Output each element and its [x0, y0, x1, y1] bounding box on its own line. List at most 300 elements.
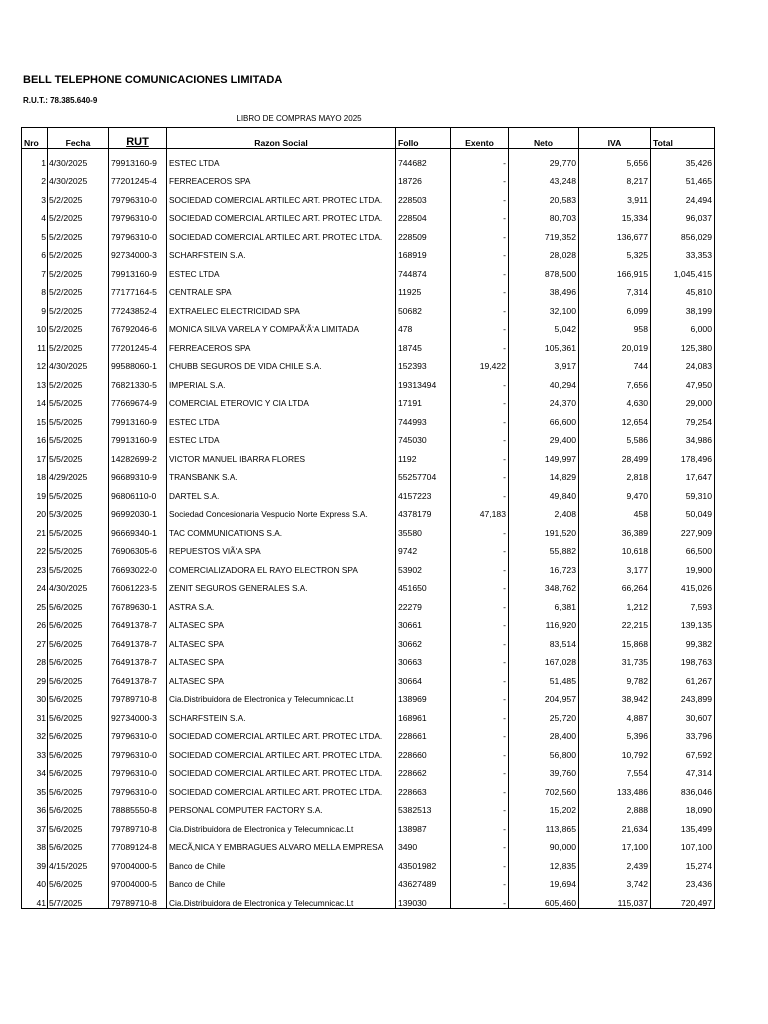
table-header-row: [22, 128, 715, 149]
cell-total: 23,436: [651, 871, 715, 890]
cell-exento: -: [451, 186, 509, 205]
cell-razon-social: FERREACEROS SPA: [167, 334, 396, 353]
cell-rut: 79796310-0: [109, 223, 167, 242]
table-row: [22, 464, 715, 483]
cell-rut: 77201245-4: [109, 168, 167, 187]
cell-rut: 97004000-5: [109, 871, 167, 890]
cell-total: 1,045,415: [651, 260, 715, 279]
cell-exento: -: [451, 741, 509, 760]
cell-razon-social: ESTEC LTDA: [167, 408, 396, 427]
cell-neto: 204,957: [509, 686, 579, 705]
table-row: [22, 686, 715, 705]
cell-rut: 92734000-3: [109, 242, 167, 261]
cell-razon-social: VICTOR MANUEL IBARRA FLORES: [167, 445, 396, 464]
cell-total: 198,763: [651, 649, 715, 668]
cell-razon-social: Banco de Chile: [167, 852, 396, 871]
cell-fecha: 4/30/2025: [48, 575, 109, 594]
cell-folio: 744874: [396, 260, 451, 279]
cell-nro: 20: [22, 501, 48, 520]
cell-fecha: 5/6/2025: [48, 667, 109, 686]
cell-fecha: 5/6/2025: [48, 593, 109, 612]
cell-iva: 3,911: [579, 186, 651, 205]
cell-exento: -: [451, 427, 509, 446]
cell-rut: 79789710-8: [109, 686, 167, 705]
cell-fecha: 5/2/2025: [48, 334, 109, 353]
cell-nro: 17: [22, 445, 48, 464]
cell-neto: 167,028: [509, 649, 579, 668]
cell-total: 178,496: [651, 445, 715, 464]
cell-exento: -: [451, 260, 509, 279]
cell-nro: 24: [22, 575, 48, 594]
cell-exento: -: [451, 649, 509, 668]
cell-neto: 2,408: [509, 501, 579, 520]
cell-total: 856,029: [651, 223, 715, 242]
cell-rut: 99588060-1: [109, 353, 167, 372]
table-row: [22, 427, 715, 446]
cell-rut: 96689310-9: [109, 464, 167, 483]
cell-fecha: 5/3/2025: [48, 501, 109, 520]
cell-total: 33,353: [651, 242, 715, 261]
cell-total: 33,796: [651, 723, 715, 742]
table-row: [22, 186, 715, 205]
cell-fecha: 5/5/2025: [48, 556, 109, 575]
cell-rut: 76821330-5: [109, 371, 167, 390]
cell-total: 61,267: [651, 667, 715, 686]
table-body: [22, 149, 715, 909]
cell-rut: 97004000-5: [109, 852, 167, 871]
cell-exento: -: [451, 593, 509, 612]
cell-iva: 8,217: [579, 168, 651, 187]
cell-nro: 26: [22, 612, 48, 631]
cell-iva: 12,654: [579, 408, 651, 427]
cell-nro: 5: [22, 223, 48, 242]
book-title: LIBRO DE COMPRAS MAYO 2025: [236, 114, 362, 123]
cell-razon-social: ESTEC LTDA: [167, 149, 396, 168]
cell-exento: -: [451, 168, 509, 187]
cell-exento: -: [451, 464, 509, 483]
cell-iva: 1,212: [579, 593, 651, 612]
cell-nro: 28: [22, 649, 48, 668]
cell-total: 96,037: [651, 205, 715, 224]
cell-iva: 10,792: [579, 741, 651, 760]
cell-exento: -: [451, 612, 509, 631]
table-row: [22, 612, 715, 631]
table-row: [22, 445, 715, 464]
cell-razon-social: Sociedad Concesionaria Vespucio Norte Express S.A.: [167, 501, 396, 520]
cell-nro: 23: [22, 556, 48, 575]
cell-iva: 744: [579, 353, 651, 372]
cell-neto: 29,400: [509, 427, 579, 446]
cell-folio: 3490: [396, 834, 451, 853]
cell-total: 135,499: [651, 815, 715, 834]
cell-neto: 80,703: [509, 205, 579, 224]
cell-neto: 19,694: [509, 871, 579, 890]
cell-fecha: 5/2/2025: [48, 260, 109, 279]
table-row: [22, 316, 715, 335]
cell-rut: 14282699-2: [109, 445, 167, 464]
table-row: [22, 334, 715, 353]
cell-total: 15,274: [651, 852, 715, 871]
cell-neto: 14,829: [509, 464, 579, 483]
cell-nro: 6: [22, 242, 48, 261]
cell-fecha: 5/6/2025: [48, 630, 109, 649]
cell-fecha: 4/29/2025: [48, 464, 109, 483]
cell-fecha: 5/6/2025: [48, 778, 109, 797]
table-row: [22, 242, 715, 261]
cell-exento: -: [451, 334, 509, 353]
cell-folio: 11925: [396, 279, 451, 298]
cell-nro: 39: [22, 852, 48, 871]
column-header-folio: Follo: [396, 128, 451, 149]
cell-razon-social: TAC COMMUNICATIONS S.A.: [167, 519, 396, 538]
cell-iva: 31,735: [579, 649, 651, 668]
column-header-rut: RUT: [109, 128, 167, 149]
cell-fecha: 5/6/2025: [48, 871, 109, 890]
table-row: [22, 741, 715, 760]
cell-rut: 76491378-7: [109, 667, 167, 686]
cell-folio: 30664: [396, 667, 451, 686]
cell-razon-social: COMERCIAL ETEROVIC Y CIA LTDA: [167, 390, 396, 409]
cell-rut: 79796310-0: [109, 741, 167, 760]
cell-neto: 105,361: [509, 334, 579, 353]
cell-iva: 21,634: [579, 815, 651, 834]
cell-nro: 27: [22, 630, 48, 649]
cell-fecha: 5/5/2025: [48, 390, 109, 409]
column-header-nro: Nro: [22, 128, 48, 149]
cell-folio: 168961: [396, 704, 451, 723]
cell-neto: 16,723: [509, 556, 579, 575]
cell-fecha: 4/30/2025: [48, 149, 109, 168]
table-row: [22, 297, 715, 316]
cell-fecha: 5/2/2025: [48, 297, 109, 316]
cell-fecha: 5/6/2025: [48, 815, 109, 834]
cell-razon-social: SOCIEDAD COMERCIAL ARTILEC ART. PROTEC LTDA.: [167, 205, 396, 224]
cell-razon-social: ESTEC LTDA: [167, 427, 396, 446]
cell-razon-social: CENTRALE SPA: [167, 279, 396, 298]
cell-exento: -: [451, 871, 509, 890]
table-row: [22, 593, 715, 612]
table-row: [22, 556, 715, 575]
cell-exento: -: [451, 205, 509, 224]
cell-folio: 35580: [396, 519, 451, 538]
cell-neto: 56,800: [509, 741, 579, 760]
cell-rut: 77669674-9: [109, 390, 167, 409]
cell-folio: 744993: [396, 408, 451, 427]
cell-rut: 76792046-6: [109, 316, 167, 335]
cell-iva: 66,264: [579, 575, 651, 594]
cell-rut: 79913160-9: [109, 149, 167, 168]
cell-folio: 30662: [396, 630, 451, 649]
cell-exento: -: [451, 482, 509, 501]
cell-nro: 13: [22, 371, 48, 390]
cell-neto: 149,997: [509, 445, 579, 464]
cell-rut: 77089124-8: [109, 834, 167, 853]
cell-iva: 17,100: [579, 834, 651, 853]
cell-total: 836,046: [651, 778, 715, 797]
cell-folio: 5382513: [396, 797, 451, 816]
cell-total: 19,900: [651, 556, 715, 575]
cell-exento: -: [451, 445, 509, 464]
cell-neto: 12,835: [509, 852, 579, 871]
cell-razon-social: EXTRAELEC ELECTRICIDAD SPA: [167, 297, 396, 316]
cell-neto: 51,485: [509, 667, 579, 686]
column-header-exento: Exento: [451, 128, 509, 149]
cell-total: 17,647: [651, 464, 715, 483]
cell-razon-social: TRANSBANK S.A.: [167, 464, 396, 483]
cell-folio: 30663: [396, 649, 451, 668]
cell-exento: -: [451, 815, 509, 834]
cell-neto: 6,381: [509, 593, 579, 612]
cell-exento: -: [451, 223, 509, 242]
cell-folio: 168919: [396, 242, 451, 261]
cell-iva: 9,470: [579, 482, 651, 501]
cell-folio: 745030: [396, 427, 451, 446]
cell-nro: 30: [22, 686, 48, 705]
cell-total: 66,500: [651, 538, 715, 557]
cell-iva: 4,887: [579, 704, 651, 723]
cell-neto: 40,294: [509, 371, 579, 390]
cell-exento: -: [451, 686, 509, 705]
cell-iva: 5,656: [579, 149, 651, 168]
cell-razon-social: SOCIEDAD COMERCIAL ARTILEC ART. PROTEC LTDA.: [167, 723, 396, 742]
cell-total: 50,049: [651, 501, 715, 520]
cell-neto: 39,760: [509, 760, 579, 779]
table-row: [22, 797, 715, 816]
column-header-fecha: Fecha: [48, 128, 109, 149]
cell-nro: 31: [22, 704, 48, 723]
cell-neto: 24,370: [509, 390, 579, 409]
cell-razon-social: COMERCIALIZADORA EL RAYO ELECTRON SPA: [167, 556, 396, 575]
cell-neto: 116,920: [509, 612, 579, 631]
cell-razon-social: SOCIEDAD COMERCIAL ARTILEC ART. PROTEC LTDA.: [167, 760, 396, 779]
cell-rut: 79789710-8: [109, 815, 167, 834]
cell-rut: 79796310-0: [109, 186, 167, 205]
cell-razon-social: MONICA SILVA VARELA Y COMPAÃ'Ã‘A LIMITADA: [167, 316, 396, 335]
cell-exento: -: [451, 797, 509, 816]
table-row: [22, 371, 715, 390]
table-row: [22, 538, 715, 557]
cell-razon-social: ALTASEC SPA: [167, 667, 396, 686]
cell-rut: 76491378-7: [109, 630, 167, 649]
cell-razon-social: SOCIEDAD COMERCIAL ARTILEC ART. PROTEC LTDA.: [167, 223, 396, 242]
cell-folio: 228660: [396, 741, 451, 760]
cell-iva: 9,782: [579, 667, 651, 686]
cell-neto: 66,600: [509, 408, 579, 427]
cell-iva: 2,818: [579, 464, 651, 483]
cell-fecha: 5/6/2025: [48, 649, 109, 668]
cell-total: 34,986: [651, 427, 715, 446]
cell-exento: -: [451, 575, 509, 594]
cell-fecha: 4/30/2025: [48, 168, 109, 187]
cell-nro: 12: [22, 353, 48, 372]
cell-rut: 79796310-0: [109, 205, 167, 224]
cell-neto: 113,865: [509, 815, 579, 834]
cell-nro: 19: [22, 482, 48, 501]
cell-neto: 90,000: [509, 834, 579, 853]
cell-exento: -: [451, 538, 509, 557]
cell-folio: 19313494: [396, 371, 451, 390]
purchases-ledger-table: [21, 127, 715, 909]
cell-nro: 2: [22, 168, 48, 187]
cell-rut: 96992030-1: [109, 501, 167, 520]
cell-neto: 702,560: [509, 778, 579, 797]
cell-rut: 92734000-3: [109, 704, 167, 723]
cell-total: 29,000: [651, 390, 715, 409]
cell-total: 7,593: [651, 593, 715, 612]
cell-folio: 17191: [396, 390, 451, 409]
cell-razon-social: ALTASEC SPA: [167, 649, 396, 668]
cell-razon-social: SOCIEDAD COMERCIAL ARTILEC ART. PROTEC LTDA.: [167, 778, 396, 797]
cell-razon-social: SCHARFSTEIN S.A.: [167, 242, 396, 261]
cell-nro: 7: [22, 260, 48, 279]
cell-neto: 5,042: [509, 316, 579, 335]
cell-total: 38,199: [651, 297, 715, 316]
cell-folio: 139030: [396, 889, 451, 908]
cell-rut: 76491378-7: [109, 649, 167, 668]
cell-razon-social: Banco de Chile: [167, 871, 396, 890]
table-row: [22, 575, 715, 594]
cell-exento: -: [451, 316, 509, 335]
cell-exento: -: [451, 408, 509, 427]
cell-neto: 3,917: [509, 353, 579, 372]
cell-nro: 8: [22, 279, 48, 298]
cell-razon-social: SOCIEDAD COMERCIAL ARTILEC ART. PROTEC LTDA.: [167, 186, 396, 205]
cell-nro: 35: [22, 778, 48, 797]
cell-exento: -: [451, 778, 509, 797]
cell-fecha: 5/5/2025: [48, 445, 109, 464]
cell-exento: -: [451, 723, 509, 742]
cell-razon-social: CHUBB SEGUROS DE VIDA CHILE S.A.: [167, 353, 396, 372]
cell-folio: 9742: [396, 538, 451, 557]
cell-total: 227,909: [651, 519, 715, 538]
cell-iva: 958: [579, 316, 651, 335]
cell-folio: 43627489: [396, 871, 451, 890]
cell-nro: 9: [22, 297, 48, 316]
cell-total: 47,950: [651, 371, 715, 390]
cell-fecha: 5/5/2025: [48, 519, 109, 538]
company-name: BELL TELEPHONE COMUNICACIONES LIMITADA: [23, 74, 283, 86]
cell-nro: 1: [22, 149, 48, 168]
cell-neto: 28,400: [509, 723, 579, 742]
cell-rut: 79789710-8: [109, 889, 167, 908]
cell-folio: 4378179: [396, 501, 451, 520]
cell-nro: 32: [22, 723, 48, 742]
cell-folio: 228504: [396, 205, 451, 224]
cell-rut: 76906305-6: [109, 538, 167, 557]
cell-total: 45,810: [651, 279, 715, 298]
cell-rut: 76491378-7: [109, 612, 167, 631]
cell-iva: 5,586: [579, 427, 651, 446]
cell-total: 30,607: [651, 704, 715, 723]
table-row: [22, 260, 715, 279]
cell-iva: 15,868: [579, 630, 651, 649]
cell-rut: 76061223-5: [109, 575, 167, 594]
cell-fecha: 4/30/2025: [48, 353, 109, 372]
cell-iva: 458: [579, 501, 651, 520]
cell-iva: 2,888: [579, 797, 651, 816]
cell-razon-social: Cia.Distribuidora de Electronica y Telecumnicac.Lt: [167, 815, 396, 834]
cell-neto: 83,514: [509, 630, 579, 649]
cell-total: 59,310: [651, 482, 715, 501]
table-row: [22, 353, 715, 372]
cell-exento: -: [451, 760, 509, 779]
cell-neto: 43,248: [509, 168, 579, 187]
table-row: [22, 704, 715, 723]
cell-neto: 49,840: [509, 482, 579, 501]
cell-exento: -: [451, 279, 509, 298]
cell-fecha: 5/5/2025: [48, 427, 109, 446]
cell-total: 107,100: [651, 834, 715, 853]
cell-fecha: 5/2/2025: [48, 186, 109, 205]
column-header-iva: IVA: [579, 128, 651, 149]
cell-razon-social: REPUESTOS VIÃ'A SPA: [167, 538, 396, 557]
cell-neto: 25,720: [509, 704, 579, 723]
cell-iva: 3,177: [579, 556, 651, 575]
table-row: [22, 852, 715, 871]
cell-folio: 138969: [396, 686, 451, 705]
cell-folio: 22279: [396, 593, 451, 612]
cell-fecha: 4/15/2025: [48, 852, 109, 871]
cell-exento: -: [451, 297, 509, 316]
cell-fecha: 5/6/2025: [48, 834, 109, 853]
cell-total: 720,497: [651, 889, 715, 908]
table-row: [22, 390, 715, 409]
cell-nro: 3: [22, 186, 48, 205]
cell-rut: 76693022-0: [109, 556, 167, 575]
cell-razon-social: MECÃ‚NICA Y EMBRAGUES ALVARO MELLA EMPRESA: [167, 834, 396, 853]
cell-nro: 4: [22, 205, 48, 224]
cell-folio: 53902: [396, 556, 451, 575]
cell-exento: -: [451, 834, 509, 853]
cell-exento: -: [451, 630, 509, 649]
cell-razon-social: DARTEL S.A.: [167, 482, 396, 501]
table-row: [22, 871, 715, 890]
cell-iva: 4,630: [579, 390, 651, 409]
cell-total: 79,254: [651, 408, 715, 427]
cell-fecha: 5/2/2025: [48, 371, 109, 390]
cell-exento: -: [451, 519, 509, 538]
cell-folio: 138987: [396, 815, 451, 834]
cell-total: 125,380: [651, 334, 715, 353]
cell-razon-social: ESTEC LTDA: [167, 260, 396, 279]
cell-razon-social: SCHARFSTEIN S.A.: [167, 704, 396, 723]
cell-nro: 36: [22, 797, 48, 816]
table-row: [22, 205, 715, 224]
cell-neto: 38,496: [509, 279, 579, 298]
cell-rut: 79913160-9: [109, 260, 167, 279]
cell-iva: 115,037: [579, 889, 651, 908]
cell-iva: 20,019: [579, 334, 651, 353]
cell-folio: 228662: [396, 760, 451, 779]
cell-folio: 228509: [396, 223, 451, 242]
cell-folio: 18745: [396, 334, 451, 353]
cell-fecha: 5/2/2025: [48, 205, 109, 224]
cell-rut: 76789630-1: [109, 593, 167, 612]
cell-nro: 18: [22, 464, 48, 483]
cell-total: 67,592: [651, 741, 715, 760]
cell-neto: 15,202: [509, 797, 579, 816]
cell-razon-social: ALTASEC SPA: [167, 630, 396, 649]
cell-folio: 50682: [396, 297, 451, 316]
cell-total: 18,090: [651, 797, 715, 816]
table-row: [22, 889, 715, 908]
cell-rut: 77177164-5: [109, 279, 167, 298]
cell-iva: 5,325: [579, 242, 651, 261]
cell-nro: 33: [22, 741, 48, 760]
cell-fecha: 5/7/2025: [48, 889, 109, 908]
cell-neto: 28,028: [509, 242, 579, 261]
cell-total: 24,083: [651, 353, 715, 372]
